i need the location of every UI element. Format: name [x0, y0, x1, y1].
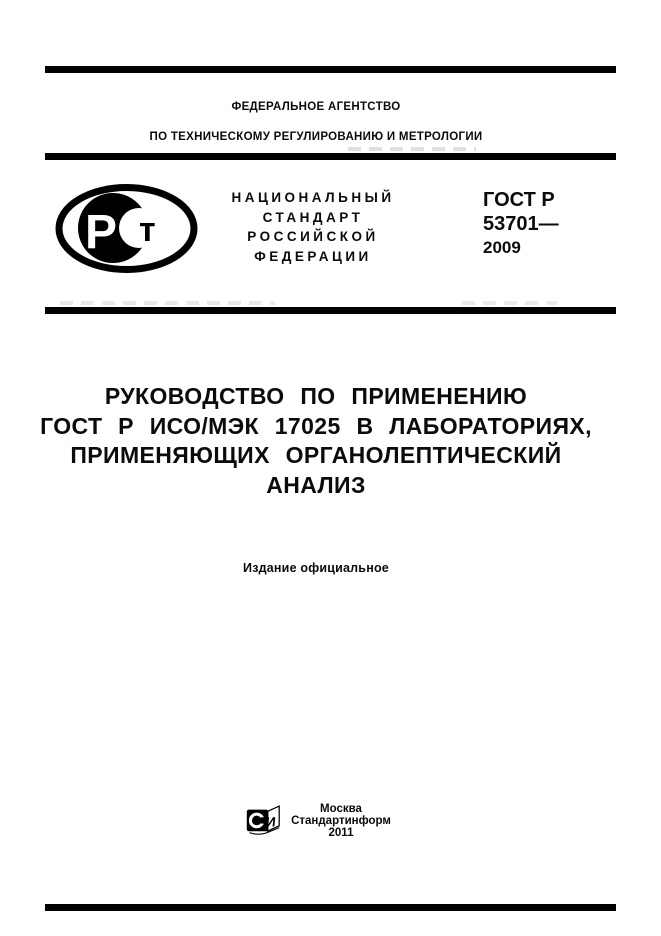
bottom-rule	[45, 904, 616, 911]
designation-year: 2009	[483, 238, 521, 257]
document-title-line: РУКОВОДСТВО ПО ПРИМЕНЕНИЮ	[104, 383, 528, 409]
standard-type-line: ФЕДЕРАЦИИ	[254, 248, 372, 264]
agency-header	[0, 92, 632, 152]
document-title-line: ГОСТ Р ИСО/МЭК 17025 В ЛАБОРАТОРИЯХ,	[40, 412, 592, 439]
rst-letter-p: Р	[85, 206, 118, 259]
document-title	[0, 382, 632, 500]
designation-prefix: ГОСТ Р	[483, 189, 555, 211]
second-rule	[45, 153, 616, 160]
document-title-line: ПРИМЕНЯЮЩИХ ОРГАНОЛЕПТИЧЕСКИЙ	[70, 442, 562, 468]
imprint-year: 2011	[328, 826, 354, 839]
standard-type-line: НАЦИОНАЛЬНЫЙ	[231, 190, 395, 205]
agency-line-1: ФЕДЕРАЛЬНОЕ АГЕНТСТВО	[231, 101, 401, 113]
top-rule	[45, 66, 616, 73]
standard-type-line: СТАНДАРТ	[262, 209, 364, 225]
scan-artifact	[60, 301, 275, 305]
agency-line-2: ПО ТЕХНИЧЕСКОМУ РЕГУЛИРОВАНИЮ И МЕТРОЛОГИИ	[149, 131, 483, 143]
third-rule	[45, 307, 616, 314]
imprint-publisher: Стандартинформ	[291, 814, 391, 827]
document-title-line: АНАЛИЗ	[266, 471, 366, 498]
scan-artifact	[348, 147, 476, 151]
standard-type-block	[208, 188, 418, 266]
imprint-block	[286, 804, 396, 839]
imprint-city: Москва	[320, 803, 362, 815]
scan-artifact	[462, 301, 557, 305]
rst-mark-icon	[55, 184, 198, 273]
standard-type-line: РОССИЙСКОЙ	[247, 229, 379, 244]
designation-number: 53701—	[483, 213, 559, 235]
standard-designation	[483, 188, 559, 260]
edition-note: Издание официальное	[243, 561, 389, 575]
rst-letter-t: т	[139, 211, 156, 249]
si-letter-i: И	[265, 814, 277, 830]
standartinform-logo-icon	[245, 801, 281, 839]
